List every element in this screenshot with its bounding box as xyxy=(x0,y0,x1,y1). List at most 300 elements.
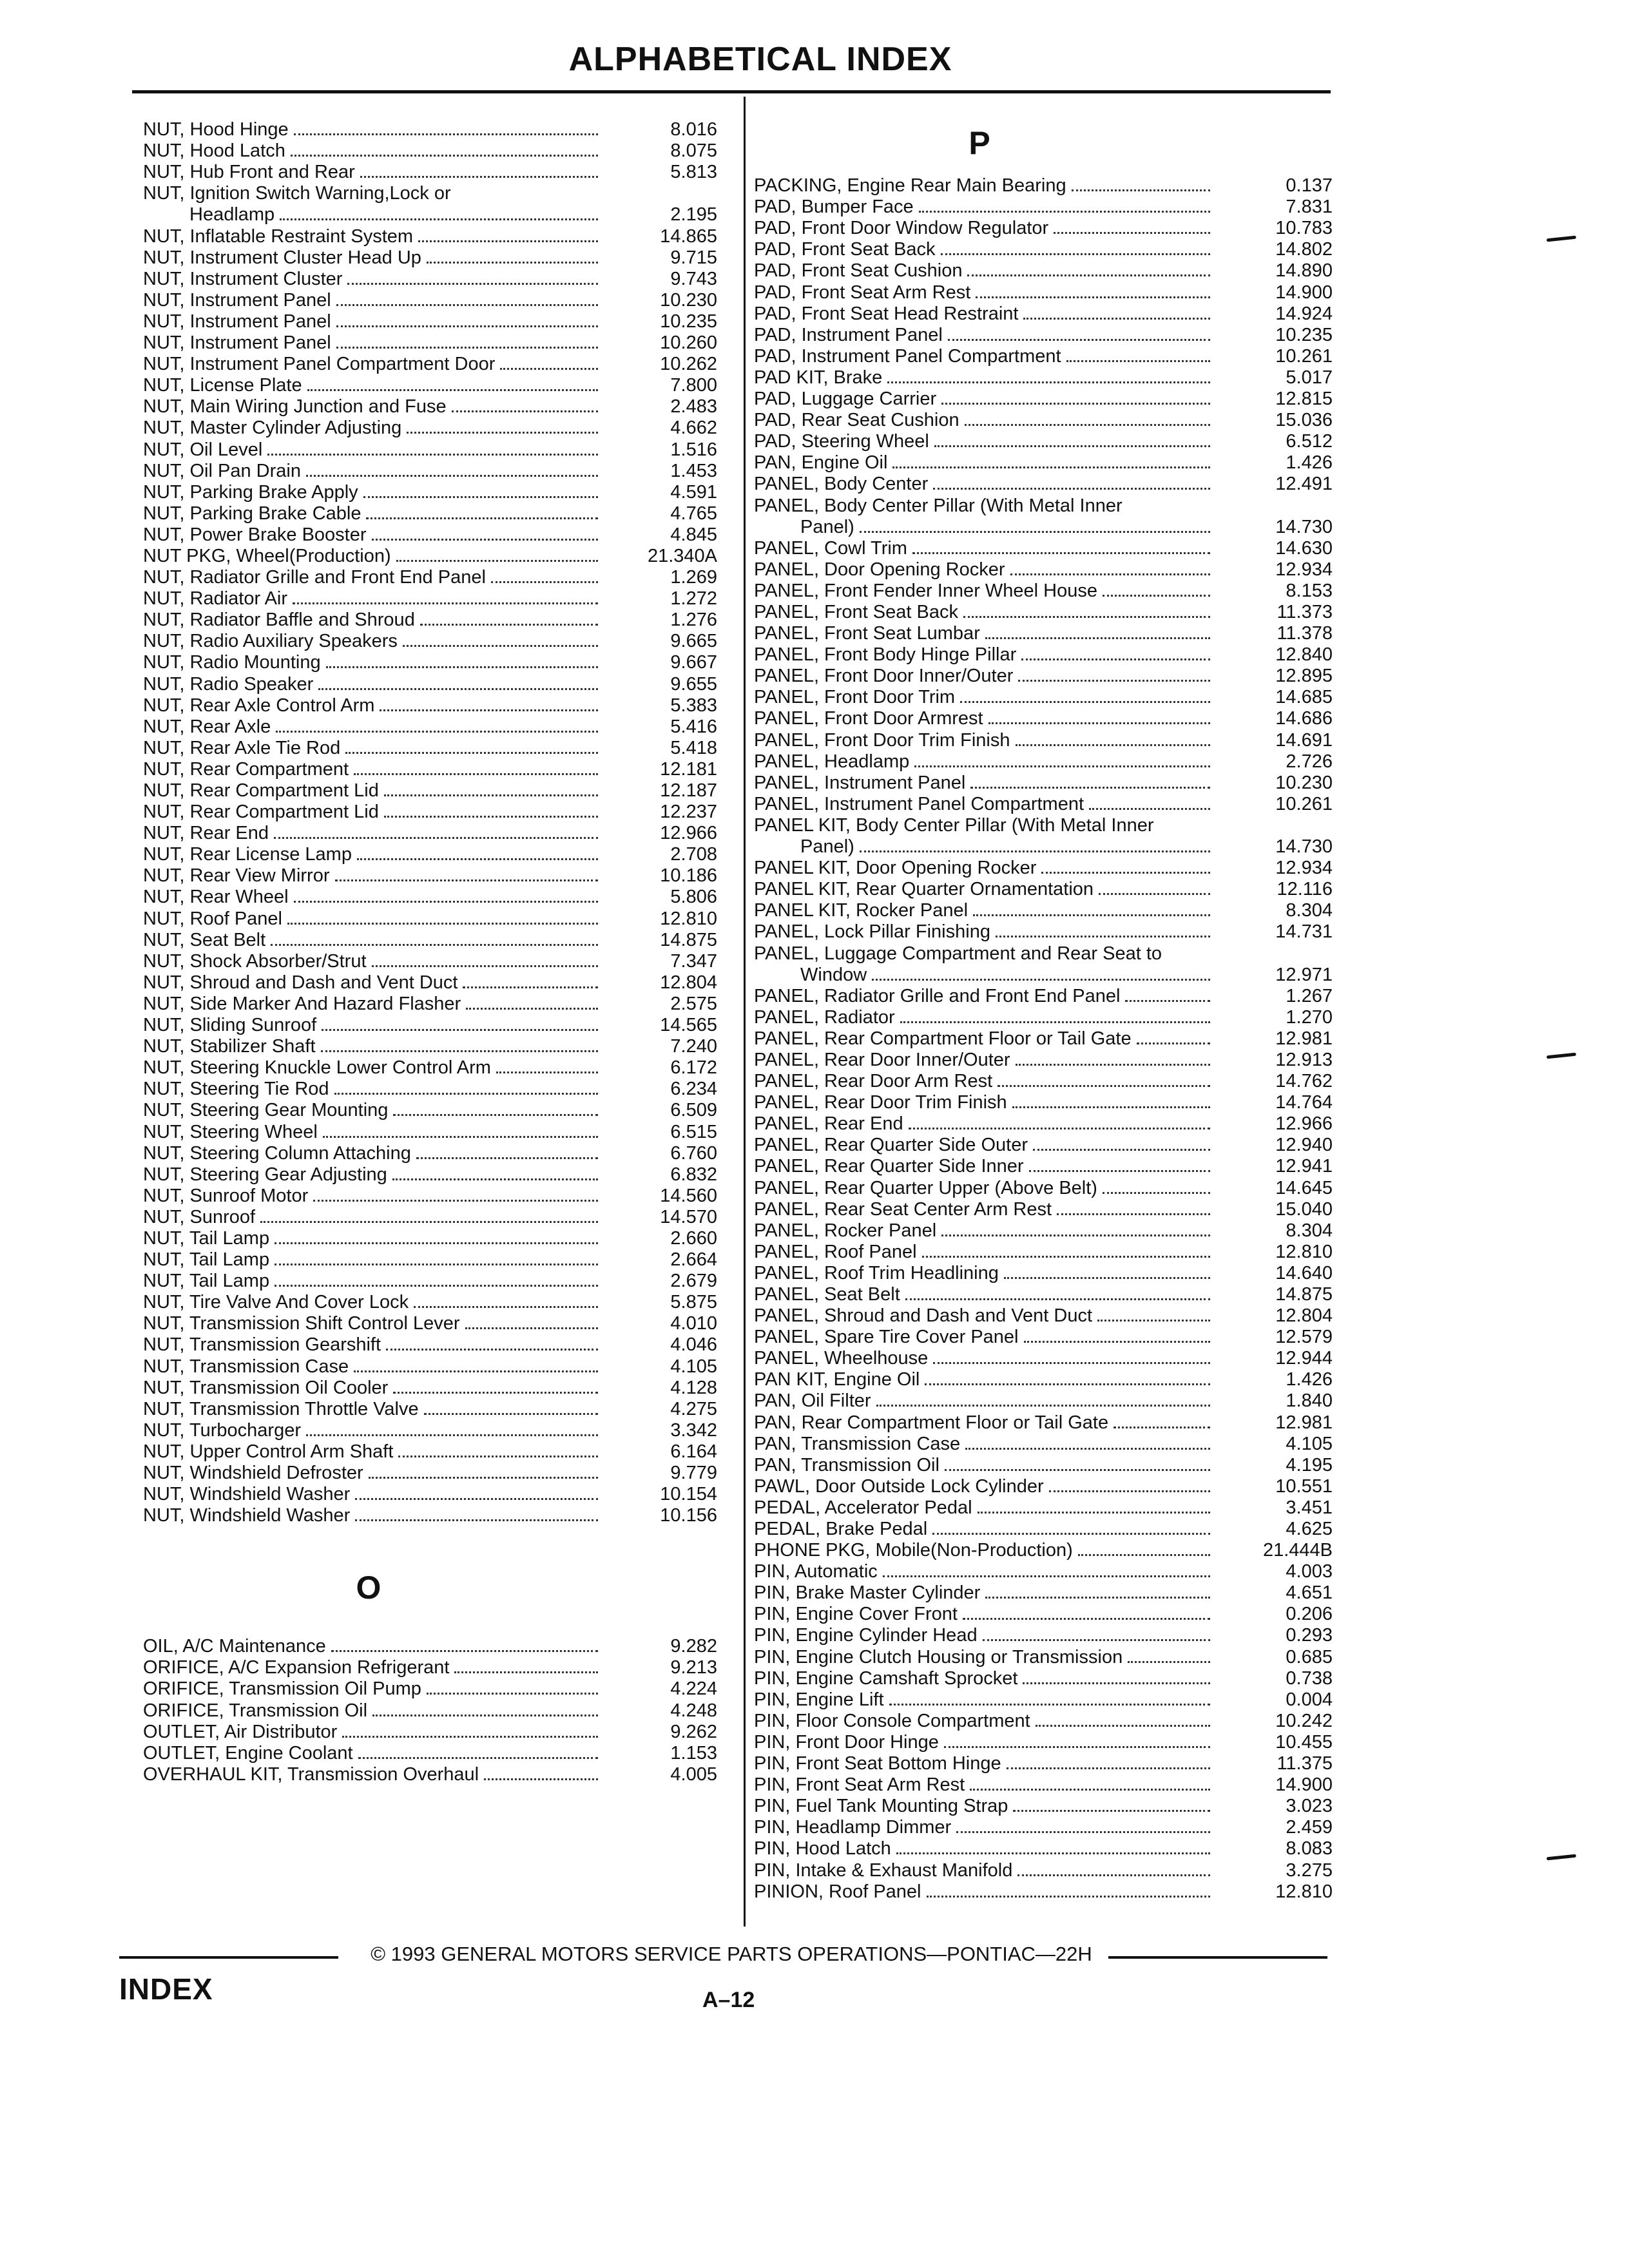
entry-page-ref: 21.340A xyxy=(647,545,717,566)
index-entry xyxy=(754,900,1347,921)
dot-leader xyxy=(372,1714,598,1716)
dot-leader xyxy=(372,965,598,967)
entry-page-ref: 14.764 xyxy=(1275,1092,1333,1113)
entry-name: PIN, Engine Cylinder Head xyxy=(754,1625,978,1646)
dot-leader xyxy=(318,687,598,690)
entry-page-ref: 5.017 xyxy=(1286,367,1333,388)
index-entry xyxy=(754,452,1347,474)
entry-name: NUT, Sunroof xyxy=(143,1206,256,1227)
index-entry xyxy=(754,1177,1347,1198)
entry-page-ref: 6.515 xyxy=(670,1121,717,1142)
entry-page-ref: 14.685 xyxy=(1275,687,1333,708)
dot-leader xyxy=(335,879,598,881)
index-entry xyxy=(754,1753,1347,1774)
dot-leader xyxy=(267,453,598,456)
entry-page-ref: 6.509 xyxy=(670,1100,717,1121)
entry-page-ref: 10.260 xyxy=(660,332,717,354)
entry-page-ref: 14.875 xyxy=(660,929,717,950)
dot-leader xyxy=(276,730,598,733)
dot-leader xyxy=(860,850,1210,852)
entry-name: NUT, Steering Tie Rod xyxy=(143,1079,329,1100)
entry-name: PANEL, Headlamp xyxy=(754,751,910,772)
index-entry xyxy=(143,1505,736,1526)
index-entry xyxy=(143,482,736,503)
index-entry xyxy=(754,921,1347,943)
entry-page-ref: 9.213 xyxy=(670,1657,717,1678)
entry-page-ref: 5.418 xyxy=(670,737,717,758)
entry-name: NUT, Radiator Air xyxy=(143,588,288,610)
entry-name: NUT, Instrument Panel Compartment Door xyxy=(143,354,496,375)
dot-leader xyxy=(963,1617,1210,1620)
entry-name: PAD, Front Door Window Regulator xyxy=(754,218,1049,239)
footer-rule-left xyxy=(119,1956,338,1959)
entry-page-ref: 8.153 xyxy=(1286,580,1333,601)
entry-name: PIN, Engine Cover Front xyxy=(754,1604,958,1625)
dot-leader xyxy=(366,517,598,519)
dot-leader xyxy=(912,552,1210,554)
dot-leader xyxy=(416,1157,598,1159)
index-entry xyxy=(754,858,1347,879)
dot-leader xyxy=(1007,1767,1210,1769)
index-entry xyxy=(754,1476,1347,1497)
entry-name: PIN, Hood Latch xyxy=(754,1838,891,1860)
entry-page-ref: 9.282 xyxy=(670,1636,717,1657)
entry-name: PANEL KIT, Body Center Pillar (With Metal Inner xyxy=(754,815,1154,836)
entry-page-ref: 14.730 xyxy=(1275,516,1333,537)
dot-leader xyxy=(336,325,598,327)
dot-leader xyxy=(1004,1276,1210,1279)
index-entry xyxy=(754,1881,1347,1903)
entry-name: NUT, Rear Axle xyxy=(143,716,271,737)
entry-name: NUT, Hood Hinge xyxy=(143,119,289,140)
entry-name: NUT, Hood Latch xyxy=(143,140,285,162)
entry-name: PAN, Transmission Oil xyxy=(754,1454,940,1475)
footer-page-number: A–12 xyxy=(702,1988,755,2012)
index-entry xyxy=(143,1334,736,1356)
dot-leader xyxy=(384,794,598,796)
dot-leader xyxy=(424,1412,598,1415)
footer-copyright: © 1993 GENERAL MOTORS SERVICE PARTS OPERATIONS—PONTIAC—22H xyxy=(371,1943,1092,1965)
entry-name: PAWL, Door Outside Lock Cylinder xyxy=(754,1475,1044,1497)
dot-leader xyxy=(1089,807,1210,810)
dot-leader xyxy=(988,722,1210,724)
index-entry xyxy=(143,1700,736,1721)
dot-leader xyxy=(496,1071,598,1073)
entry-name: NUT, Rear View Mirror xyxy=(143,865,330,887)
index-entry xyxy=(754,367,1347,389)
entry-page-ref: 12.804 xyxy=(660,972,717,993)
index-entry xyxy=(143,631,736,652)
index-entry xyxy=(143,1186,736,1207)
entry-page-ref: 2.660 xyxy=(670,1227,717,1249)
entry-page-ref: 12.895 xyxy=(1275,666,1333,687)
entry-name: PIN, Front Door Hinge xyxy=(754,1731,939,1753)
index-entry xyxy=(754,1582,1347,1604)
entry-page-ref: 2.664 xyxy=(670,1249,717,1271)
dot-leader xyxy=(872,978,1210,981)
entry-page-ref: 6.832 xyxy=(670,1164,717,1185)
index-entry xyxy=(143,1057,736,1079)
dot-leader xyxy=(996,935,1210,937)
index-entry xyxy=(143,1292,736,1313)
index-entry xyxy=(754,1028,1347,1050)
index-entry xyxy=(143,1420,736,1441)
index-entry xyxy=(754,751,1347,773)
index-entry xyxy=(143,418,736,439)
dot-leader xyxy=(1072,189,1210,191)
entry-name: PIN, Automatic xyxy=(754,1561,878,1582)
dot-leader xyxy=(1054,231,1210,234)
index-entry xyxy=(143,610,736,631)
dot-leader xyxy=(1023,317,1210,320)
entry-name: PIN, Engine Clutch Housing or Transmission xyxy=(754,1646,1123,1667)
index-entry xyxy=(143,780,736,802)
entry-name: PANEL, Seat Belt xyxy=(754,1283,900,1305)
entry-page-ref: 12.981 xyxy=(1275,1412,1333,1433)
dot-leader xyxy=(313,1199,598,1202)
dot-leader xyxy=(970,786,1210,789)
dot-leader xyxy=(1125,999,1210,1002)
entry-page-ref: 14.802 xyxy=(1275,239,1333,260)
entry-name: NUT, Tail Lamp xyxy=(143,1271,270,1292)
entry-page-ref: 12.116 xyxy=(1277,879,1333,900)
entry-page-ref: 1.426 xyxy=(1286,1369,1333,1390)
entry-page-ref: 14.900 xyxy=(1275,282,1333,303)
dot-leader xyxy=(944,1745,1210,1748)
index-entry xyxy=(754,1284,1347,1305)
entry-name: NUT, Windshield Defroster xyxy=(143,1463,363,1483)
entry-page-ref: 4.662 xyxy=(670,418,717,439)
entry-name: PAD, Luggage Carrier xyxy=(754,389,937,410)
dot-leader xyxy=(1029,1169,1210,1172)
dot-leader xyxy=(354,773,598,775)
entry-page-ref: 7.347 xyxy=(670,950,717,972)
entry-name: NUT, Shroud and Dash and Vent Duct xyxy=(143,972,458,993)
index-entry xyxy=(143,396,736,418)
dot-leader xyxy=(1024,1340,1211,1343)
dot-leader xyxy=(363,495,598,498)
entry-name: PANEL, Radiator xyxy=(754,1006,895,1028)
entry-page-ref: 14.731 xyxy=(1275,921,1333,943)
index-entry xyxy=(143,994,736,1015)
entry-page-ref: 4.591 xyxy=(670,481,717,503)
dot-leader xyxy=(985,1596,1210,1599)
entry-page-ref: 3.342 xyxy=(670,1419,717,1441)
entry-page-ref: 10.261 xyxy=(1275,793,1333,814)
dot-leader xyxy=(396,559,598,562)
index-entry xyxy=(143,1036,736,1057)
index-entry xyxy=(143,802,736,823)
entry-name: NUT, Transmission Oil Cooler xyxy=(143,1377,389,1398)
dot-leader xyxy=(322,1028,598,1031)
entry-name: PANEL, Luggage Compartment and Rear Seat to xyxy=(754,943,1162,964)
entry-name: NUT, Steering Gear Mounting xyxy=(143,1100,389,1121)
entry-page-ref: 4.010 xyxy=(670,1313,717,1334)
entry-page-ref: 12.815 xyxy=(1275,389,1333,410)
entry-page-ref: 5.813 xyxy=(670,162,717,183)
dot-leader xyxy=(1016,744,1210,746)
entry-page-ref: 4.275 xyxy=(670,1398,717,1419)
entry-name: NUT, Radio Speaker xyxy=(143,673,314,695)
entry-name: PANEL, Rear Quarter Side Inner xyxy=(754,1156,1024,1177)
entry-name: PANEL, Rear End xyxy=(754,1113,903,1135)
dot-leader xyxy=(287,922,598,925)
entry-name: PAD, Rear Seat Cushion xyxy=(754,410,959,431)
margin-mark xyxy=(1547,1053,1576,1059)
dot-leader xyxy=(369,1476,598,1479)
entry-name: PANEL, Rear Quarter Upper (Above Belt) xyxy=(754,1177,1097,1198)
entry-page-ref: 14.565 xyxy=(660,1015,717,1036)
index-entry xyxy=(754,1412,1347,1433)
entry-name: PANEL, Front Seat Lumbar xyxy=(754,623,980,644)
entry-page-ref: 12.491 xyxy=(1275,474,1333,495)
entry-name: PIN, Front Seat Bottom Hinge xyxy=(754,1753,1001,1774)
dot-leader xyxy=(1033,1148,1210,1151)
dot-leader xyxy=(321,1050,598,1052)
index-entry xyxy=(754,260,1347,282)
entry-name: NUT, Rear Axle Tie Rod xyxy=(143,737,341,758)
dot-leader xyxy=(973,914,1210,916)
entry-page-ref: 6.164 xyxy=(670,1441,717,1462)
dot-leader xyxy=(948,338,1210,341)
dot-leader xyxy=(491,581,598,583)
entry-name: PANEL, Body Center xyxy=(754,474,929,495)
dot-leader xyxy=(355,1497,598,1500)
dot-leader xyxy=(307,389,598,391)
index-entry xyxy=(143,972,736,994)
entry-page-ref: 5.806 xyxy=(670,887,717,908)
entry-page-ref: 10.455 xyxy=(1275,1731,1333,1753)
dot-leader xyxy=(887,381,1210,383)
index-entry xyxy=(754,1242,1347,1263)
entry-page-ref: 11.375 xyxy=(1277,1753,1333,1774)
entry-name: NUT, Rear Compartment xyxy=(143,758,349,780)
entry-page-ref: 3.275 xyxy=(1286,1860,1333,1881)
entry-page-ref: 0.206 xyxy=(1286,1604,1333,1625)
dot-leader xyxy=(965,1447,1210,1450)
entry-page-ref: 2.708 xyxy=(670,844,717,865)
entry-page-ref: 4.005 xyxy=(670,1763,717,1785)
entry-page-ref: 14.691 xyxy=(1275,729,1333,751)
entry-name: PIN, Front Seat Arm Rest xyxy=(754,1774,965,1796)
entry-page-ref: 10.235 xyxy=(1275,324,1333,345)
entry-page-ref: 2.483 xyxy=(670,396,717,418)
index-entry xyxy=(143,1463,736,1484)
entry-name: PANEL, Front Door Trim xyxy=(754,687,956,708)
entry-name: PACKING, Engine Rear Main Bearing xyxy=(754,175,1066,197)
entry-page-ref: 14.730 xyxy=(1275,836,1333,857)
entry-name: PAD, Bumper Face xyxy=(754,197,914,218)
entry-name: OVERHAUL KIT, Transmission Overhaul xyxy=(143,1763,479,1785)
index-entry xyxy=(143,1313,736,1334)
dot-leader xyxy=(280,218,598,220)
dot-leader xyxy=(342,1735,598,1738)
index-entry xyxy=(754,644,1347,666)
entry-name: PAN, Transmission Case xyxy=(754,1433,961,1454)
entry-page-ref: 2.195 xyxy=(670,204,717,226)
entry-name-continuation: Window xyxy=(800,964,867,985)
entry-name: PANEL, Front Fender Inner Wheel House xyxy=(754,580,1097,601)
entry-name-continuation: Panel) xyxy=(800,836,854,857)
index-entry xyxy=(754,282,1347,303)
entry-name: PEDAL, Brake Pedal xyxy=(754,1519,928,1539)
index-entry xyxy=(143,844,736,865)
entry-page-ref: 4.046 xyxy=(670,1334,717,1356)
index-entry xyxy=(754,666,1347,687)
dot-leader xyxy=(418,240,598,242)
margin-mark xyxy=(1547,236,1576,242)
entry-name: PINION, Roof Panel xyxy=(754,1881,921,1902)
index-entry xyxy=(143,247,736,269)
entry-name: PANEL, Rear Door Trim Finish xyxy=(754,1092,1007,1113)
entry-page-ref: 12.579 xyxy=(1275,1327,1333,1348)
index-entry xyxy=(143,652,736,673)
dot-leader xyxy=(407,431,598,434)
entry-page-ref: 1.267 xyxy=(1286,985,1333,1006)
index-entry xyxy=(143,183,736,226)
title-rule xyxy=(132,90,1331,93)
entry-page-ref: 8.083 xyxy=(1286,1838,1333,1860)
dot-leader xyxy=(293,602,598,604)
entry-page-ref: 4.128 xyxy=(670,1377,717,1398)
entry-page-ref: 6.760 xyxy=(670,1142,717,1164)
index-entry xyxy=(754,794,1347,815)
dot-leader xyxy=(941,402,1210,405)
dot-leader xyxy=(386,1348,598,1350)
entry-name: NUT, Windshield Washer xyxy=(143,1484,351,1505)
footer-section-label: INDEX xyxy=(119,1972,213,2006)
entry-page-ref: 0.685 xyxy=(1286,1646,1333,1667)
entry-name: PANEL, Front Seat Back xyxy=(754,601,958,622)
dot-leader xyxy=(1016,1063,1210,1066)
entry-name: PANEL, Rear Door Inner/Outer xyxy=(754,1049,1010,1070)
entry-name: NUT, Parking Brake Cable xyxy=(143,503,361,524)
entry-page-ref: 0.137 xyxy=(1286,175,1333,197)
entry-name: NUT, Turbocharger xyxy=(143,1419,301,1441)
dot-leader xyxy=(900,1021,1210,1023)
dot-leader xyxy=(985,637,1210,639)
index-entry xyxy=(143,1143,736,1164)
entry-page-ref: 7.240 xyxy=(670,1036,717,1057)
entry-page-ref: 4.845 xyxy=(670,524,717,545)
entry-name: NUT, Rear Compartment Lid xyxy=(143,780,379,801)
index-entry xyxy=(754,1796,1347,1817)
index-entry xyxy=(754,1220,1347,1242)
dot-leader xyxy=(905,1298,1210,1300)
entry-page-ref: 10.235 xyxy=(660,311,717,332)
entry-page-ref: 1.153 xyxy=(670,1742,717,1763)
index-entry xyxy=(143,162,736,183)
dot-leader xyxy=(932,1532,1210,1535)
entry-name: NUT, Radio Mounting xyxy=(143,652,321,673)
entry-name: NUT, Stabilizer Shaft xyxy=(143,1036,316,1057)
entry-page-ref: 5.875 xyxy=(670,1292,717,1313)
entry-name: PANEL, Instrument Panel xyxy=(754,772,966,793)
index-entry xyxy=(143,1678,736,1700)
entry-page-ref: 4.625 xyxy=(1286,1519,1333,1539)
index-entry xyxy=(143,1722,736,1743)
entry-name: OUTLET, Air Distributor xyxy=(143,1721,338,1742)
dot-leader xyxy=(933,1361,1210,1364)
index-entry xyxy=(143,269,736,290)
entry-page-ref: 1.270 xyxy=(1286,1006,1333,1028)
entry-page-ref: 9.779 xyxy=(670,1463,717,1483)
entry-page-ref: 14.865 xyxy=(660,226,717,247)
dot-leader xyxy=(275,1242,598,1244)
index-entry xyxy=(754,1668,1347,1689)
dot-leader xyxy=(1049,1490,1210,1492)
dot-leader xyxy=(1103,594,1210,597)
entry-name: NUT, Parking Brake Apply xyxy=(143,481,358,503)
entry-page-ref: 9.655 xyxy=(670,673,717,695)
entry-name: NUT, Sunroof Motor xyxy=(143,1185,309,1206)
dot-leader xyxy=(960,700,1210,703)
entry-name: PANEL, Cowl Trim xyxy=(754,537,907,559)
entry-name: PANEL, Shroud and Dash and Vent Duct xyxy=(754,1305,1093,1327)
footer-rule-right xyxy=(1108,1956,1327,1959)
index-entry xyxy=(754,879,1347,900)
index-entry xyxy=(143,930,736,951)
entry-name: NUT, Radiator Grille and Front End Panel xyxy=(143,567,486,588)
entry-name: NUT, Steering Knuckle Lower Control Arm xyxy=(143,1057,491,1079)
index-entry xyxy=(143,226,736,247)
dot-leader xyxy=(978,1511,1210,1514)
entry-name: NUT, Instrument Panel xyxy=(143,289,331,311)
index-entry xyxy=(754,1540,1347,1561)
index-entry xyxy=(754,1369,1347,1390)
entry-name: PANEL, Radiator Grille and Front End Panel xyxy=(754,985,1121,1006)
entry-name: PANEL, Rocker Panel xyxy=(754,1220,937,1241)
index-entry xyxy=(143,461,736,482)
entry-page-ref: 14.645 xyxy=(1275,1177,1333,1198)
entry-name: PAN, Rear Compartment Floor or Tail Gate xyxy=(754,1412,1109,1433)
index-entry xyxy=(754,729,1347,751)
entry-name: NUT, Master Cylinder Adjusting xyxy=(143,418,402,439)
index-entry xyxy=(143,1207,736,1228)
dot-leader xyxy=(372,538,598,541)
entry-page-ref: 12.941 xyxy=(1275,1156,1333,1177)
index-entry xyxy=(754,708,1347,729)
index-entry xyxy=(754,1327,1347,1348)
entry-name: NUT, Rear Compartment Lid xyxy=(143,802,379,823)
entry-page-ref: 14.630 xyxy=(1275,537,1333,559)
entry-name: PANEL, Lock Pillar Finishing xyxy=(754,921,990,943)
dot-leader xyxy=(403,644,598,647)
index-entry xyxy=(754,538,1347,559)
dot-leader xyxy=(414,1305,598,1308)
dot-leader xyxy=(380,709,598,711)
index-entry xyxy=(143,738,736,759)
entry-page-ref: 14.640 xyxy=(1275,1262,1333,1283)
dot-leader xyxy=(275,1284,598,1287)
dot-leader xyxy=(452,410,598,412)
index-entry xyxy=(754,1305,1347,1327)
index-entry xyxy=(754,1007,1347,1028)
index-entry xyxy=(754,218,1347,239)
entry-name: PANEL, Rear Seat Center Arm Rest xyxy=(754,1198,1052,1220)
index-entry xyxy=(754,1774,1347,1796)
entry-page-ref: 10.551 xyxy=(1275,1475,1333,1497)
dot-leader xyxy=(1137,1042,1210,1044)
left-column xyxy=(143,119,736,1785)
entry-page-ref: 11.373 xyxy=(1277,601,1333,622)
entry-name: PANEL, Front Door Trim Finish xyxy=(754,729,1010,751)
dot-leader xyxy=(357,858,598,860)
index-entry xyxy=(143,140,736,162)
index-entry xyxy=(754,559,1347,581)
entry-name: NUT, Hub Front and Rear xyxy=(143,162,355,183)
entry-page-ref: 12.971 xyxy=(1275,964,1333,985)
